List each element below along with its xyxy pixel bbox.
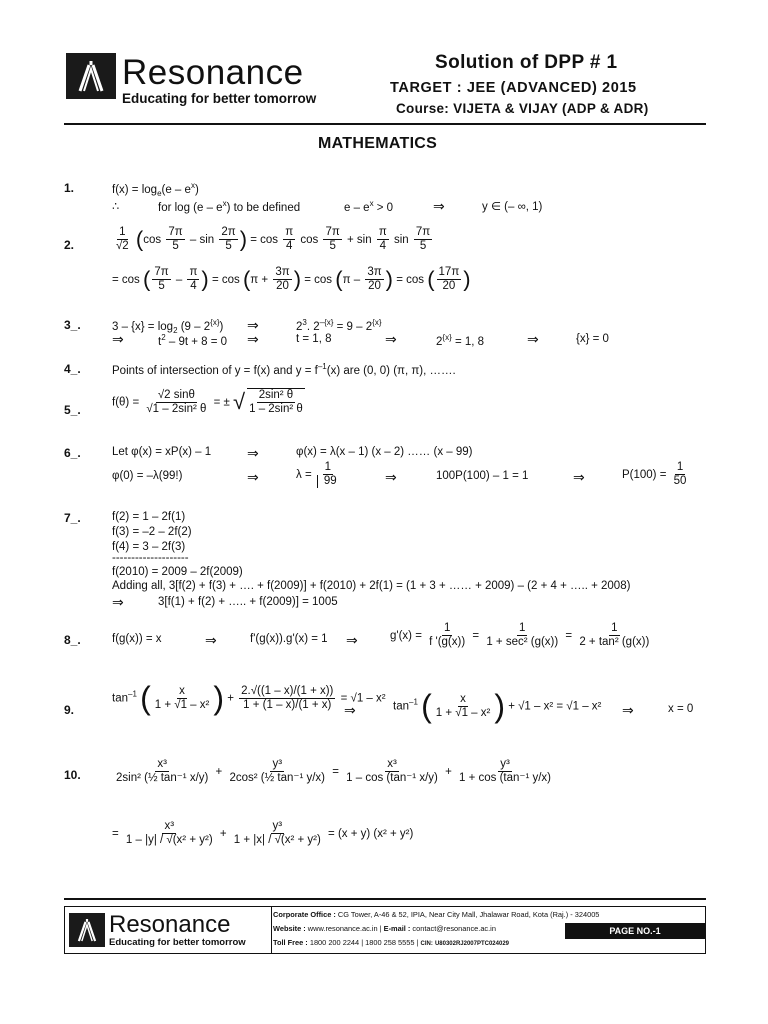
q8-a: f(g(x)) = x xyxy=(112,633,162,645)
q3-eq3: $t^2 - 9t + 8 = 0$ xyxy=(158,333,228,348)
q3-eq1: $3 - \{x\} = \log_2 (9 - 2^{\{x\}})$ xyxy=(112,318,224,336)
q1-condition: $e - e^x > 0$ xyxy=(344,199,394,214)
q10-line2: = $\frac{\text{x³}}{\text{1 – |y| / √(x² + y²)}}$ + $\frac{\text{y³}}{\text{1 + |x| / √(x² + y²)}}$ = (x + y) (x² + y²) xyxy=(112,820,414,847)
q1-condition-text: for $\log (e - e^x)$ to be defined xyxy=(158,199,301,214)
q1-result: y ∈ (– ∞, 1) xyxy=(482,201,543,213)
header-brand xyxy=(122,55,316,106)
page-number: PAGE NO.-1 xyxy=(565,923,705,939)
question-number: 6_. xyxy=(64,446,81,460)
email-link[interactable]: contact@resonance.ac.in xyxy=(412,924,496,933)
q7-line: -------------------- xyxy=(112,552,189,564)
q6-e: 100P(100) – 1 = 1 xyxy=(436,470,529,482)
implies-icon: ⇒ xyxy=(247,331,259,347)
footer xyxy=(64,906,706,954)
implies-icon: ⇒ xyxy=(247,317,259,333)
q2-line2: = cos ( $\frac{7\pi}{5}$ – $\frac{\pi}{4}$ ) = cos (π + $\frac{3\pi}{20}$ ) = cos (π – $\frac{3\pi}{20}$ ) = cos ( $\frac{17\pi}{20}$ ) xyxy=(112,266,471,293)
implies-icon: ⇒ xyxy=(346,632,358,648)
implies-icon: ⇒ xyxy=(112,594,124,610)
q7-line: f(4) = 3 – 2f(3) xyxy=(112,541,186,553)
footer-brand-tagline: Educating for better tomorrow xyxy=(109,937,246,948)
footer-brand-name: Resonance xyxy=(109,911,231,938)
q3-eq5: $2^{\{x\}} = 1$, 8 xyxy=(436,333,485,348)
brand-name: Resonance xyxy=(122,53,304,92)
q8-c: g'(x) = $\frac{1}{f '(g(x))}$ = $\frac{1}{\text{1 + sec² (g(x))}}$ = $\frac{1}{\text{2 + tan² (g(x))}}$ xyxy=(390,622,650,649)
page-title: Solution of DPP # 1 xyxy=(435,52,618,73)
q1-line1: $f(x) = \log_e(e - e^x)$ xyxy=(112,181,199,199)
q10-line1: $\frac{\text{x³}}{\text{2sin² (½ tan⁻¹ x/y)}}$ + $\frac{\text{y³}}{\text{2cos² (½ tan⁻¹ y/x)}}$ = $\frac{\text{x³}}{\text{1 – cos (tan⁻¹ x/y)}}$ + $\frac{\text{y³}}{\text{1 + cos (tan⁻¹ y/x)}}$ xyxy=(116,758,552,785)
course-label: Course: VIJETA & VIJAY (ADP & ADR) xyxy=(396,101,649,116)
question-number: 2. xyxy=(64,238,75,252)
q6-b: φ(x) = λ(x – 1) (x – 2) …… (x – 99) xyxy=(296,446,473,458)
q7-adding: Adding all, 3[f(2) + f(3) + …. + f(2009)] + f(2010) + 2f(1) = (1 + 3 + …… + 2009) – (2 + 4 + ….. + 2008) xyxy=(112,580,631,592)
question-number: 9. xyxy=(64,703,75,717)
implies-icon: ⇒ xyxy=(385,469,397,485)
resonance-logo-icon xyxy=(66,53,116,99)
q5-expression: f(θ) = $\frac{√2 \sin\theta}{\text{√1 – 2sin² θ}}$ = ± √ $\frac{\text{2sin² θ}}{\text{1 – 2sin² θ}}$ xyxy=(112,388,303,416)
question-number: 5_. xyxy=(64,403,81,417)
q6-d: λ = $\frac{1}{99}$ xyxy=(296,461,337,488)
implies-icon: ⇒ xyxy=(247,445,259,461)
question-number: 3_. xyxy=(64,318,81,332)
q4-text: Points of intersection of y = f(x) and $y = f^{-1}(x)$ are (0, 0) (π, π), ……. xyxy=(112,362,456,377)
question-number: 8_. xyxy=(64,633,81,647)
header-divider xyxy=(64,123,706,125)
footer-brand xyxy=(65,907,272,953)
q1-line2: ∴ xyxy=(112,201,120,213)
website-link[interactable]: www.resonance.ac.in xyxy=(307,924,378,933)
q3-eq4: t = 1, 8 xyxy=(296,333,332,345)
tollfree-row: Toll Free : 1800 200 2244 | 1800 258 5555 | CIN: U80302RJ2007PTC024029 xyxy=(273,938,509,947)
q6-a: Let φ(x) = xP(x) – 1 xyxy=(112,446,212,458)
q6-c: φ(0) = –λ(99!) xyxy=(112,470,183,482)
implies-icon: ⇒ xyxy=(573,469,585,485)
implies-icon: ⇒ xyxy=(112,331,124,347)
corporate-office: Corporate Office : CG Tower, A-46 & 52, IPIA, Near City Mall, Jhalawar Road, Kota (Raj.) - 324005 xyxy=(273,910,600,919)
q9-answer: x = 0 xyxy=(668,703,694,715)
resonance-logo-icon xyxy=(69,913,105,947)
q6-f: P(100) = $\frac{1}{50}$ xyxy=(622,461,687,488)
q7-line: f(2010) = 2009 – 2f(2009) xyxy=(112,566,243,578)
q7-line: f(2) = 1 – 2f(1) xyxy=(112,511,186,523)
footer-divider xyxy=(64,898,706,900)
subject-heading: MATHEMATICS xyxy=(318,135,438,152)
q7-line: f(3) = –2 – 2f(2) xyxy=(112,526,192,538)
target-label: TARGET : JEE (ADVANCED) 2015 xyxy=(390,80,637,96)
implies-icon: ⇒ xyxy=(527,331,539,347)
q2-line1: $\frac{1}{√2}$ (cos $\frac{7\pi}{5}$ – sin $\frac{2\pi}{5}$ ) = cos $\frac{\pi}{4}$ cos $\frac{7\pi}{5}$ + sin $\frac{\pi}{4}$ sin $\frac{7\pi}{5}$ xyxy=(116,226,431,253)
website-row: Website : www.resonance.ac.in | E-mail : contact@resonance.ac.in xyxy=(273,924,496,933)
question-number: 4_. xyxy=(64,362,81,376)
q9-step: $\tan^{-1}$ ( $\frac{x}{\text{1 + √1 – x²}}$ ) + √1 – x² = √1 – x² xyxy=(393,688,602,724)
implies-icon: ⇒ xyxy=(344,702,356,718)
implies-icon: ⇒ xyxy=(433,198,445,214)
q3-eq6: {x} = 0 xyxy=(576,333,609,345)
q8-b: f'(g(x)).g'(x) = 1 xyxy=(250,633,328,645)
question-number: 7_. xyxy=(64,511,81,525)
implies-icon: ⇒ xyxy=(622,702,634,718)
q9-expression: $\tan^{-1}$ ( $\frac{x}{\text{1 + √1 – x²}}$ ) + $\frac{2.√((1 - x)/(1 + x))}{1 + (1 - x)/(1 + x)}$ = √1 – x² xyxy=(112,680,386,716)
implies-icon: ⇒ xyxy=(247,469,259,485)
question-number: 1. xyxy=(64,181,75,195)
q3-eq2: $2^3$. $2^{-\{x\}} = 9 - 2^{\{x\}}$ xyxy=(296,318,382,333)
implies-icon: ⇒ xyxy=(205,632,217,648)
q7-final: 3[f(1) + f(2) + ….. + f(2009)] = 1005 xyxy=(158,596,338,608)
question-number: 10. xyxy=(64,768,81,782)
brand-tagline: Educating for better tomorrow xyxy=(122,91,317,106)
implies-icon: ⇒ xyxy=(385,331,397,347)
